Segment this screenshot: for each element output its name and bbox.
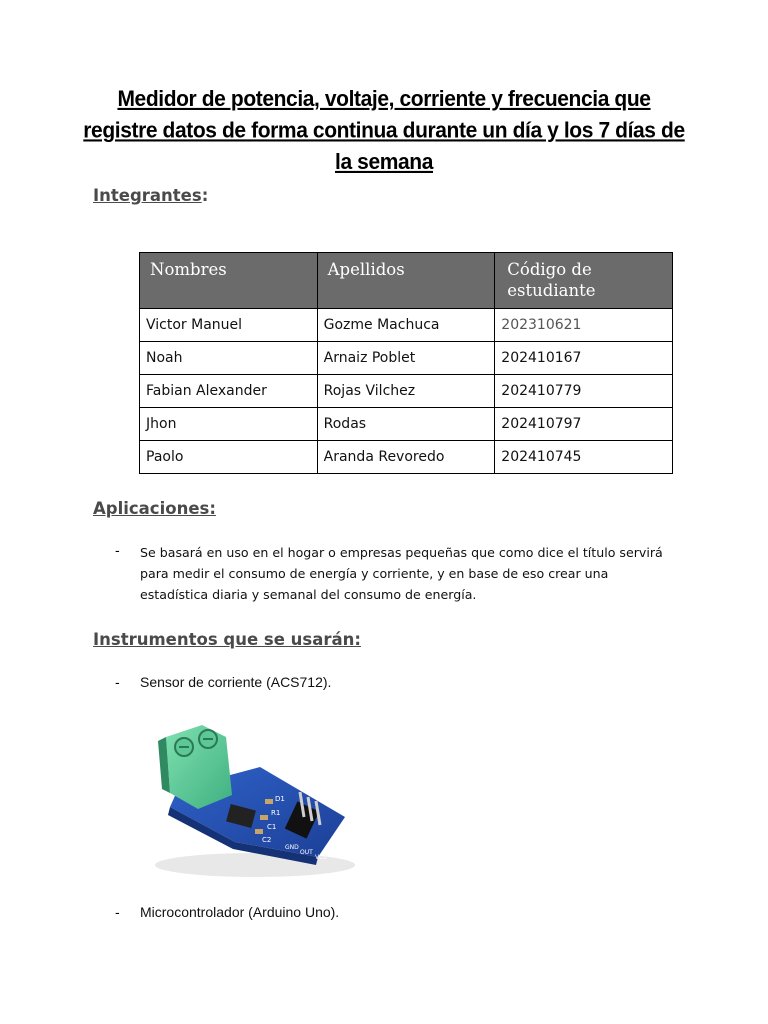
cell-codigo: 202410167 (495, 342, 673, 375)
table-header-row (140, 253, 673, 309)
bullet-dash: - (115, 674, 120, 690)
table-row (140, 342, 673, 375)
table-row (140, 375, 673, 408)
cell-nombre: Noah (140, 342, 318, 375)
instrumento-label: Microcontrolador (Arduino Uno). (140, 904, 340, 920)
label-c1: C1 (267, 823, 277, 831)
cell-codigo: 202410745 (495, 441, 673, 474)
cell-nombre: Victor Manuel (140, 309, 318, 342)
label-out: OUT (300, 849, 313, 856)
cell-apellido: Arnaiz Poblet (317, 342, 495, 375)
cell-codigo: 202410779 (495, 375, 673, 408)
cell-nombre: Paolo (140, 441, 318, 474)
cell-apellido: Aranda Revoredo (317, 441, 495, 474)
integrantes-colon: : (201, 186, 209, 205)
header-nombres: Nombres (140, 253, 318, 309)
integrantes-label: Integrantes (93, 186, 202, 205)
table-row (140, 441, 673, 474)
cell-codigo: 202310621 (495, 309, 673, 342)
instrumentos-heading: Instrumentos que se usarán: (93, 630, 361, 649)
cell-nombre: Fabian Alexander (140, 375, 318, 408)
cell-apellido: Gozme Machuca (317, 309, 495, 342)
aplicaciones-text: Se basará en uso en el hogar o empresas pequeñas que como dice el título servirá para medir el consumo de energía y corriente, y en base de eso crear una estadística diaria y semanal del consumo de energía. (140, 545, 663, 602)
members-table (139, 252, 673, 474)
header-codigo: Código de estudiante (495, 253, 673, 309)
label-r1: R1 (271, 809, 281, 817)
label-c2: C2 (262, 836, 272, 844)
table-row (140, 408, 673, 441)
bullet-dash: - (115, 904, 120, 920)
table-row (140, 309, 673, 342)
instrumento-label: Sensor de corriente (ACS712). (140, 674, 332, 690)
label-vcc: VCC (315, 854, 328, 861)
aplicaciones-heading: Aplicaciones: (93, 499, 216, 518)
cell-nombre: Jhon (140, 408, 318, 441)
bullet-dash: - (115, 542, 120, 558)
document-title: Medidor de potencia, voltaje, corriente y frecuencia que registre datos de forma continua durante un día y los 7 días de la semana (83, 86, 685, 175)
current-sensor-image (140, 697, 360, 892)
cell-codigo: 202410797 (495, 408, 673, 441)
integrantes-heading (93, 186, 208, 205)
header-apellidos: Apellidos (317, 253, 495, 309)
cell-apellido: Rojas Vilchez (317, 375, 495, 408)
cell-apellido: Rodas (317, 408, 495, 441)
label-d1: D1 (275, 795, 285, 803)
label-gnd: GND (285, 844, 299, 851)
